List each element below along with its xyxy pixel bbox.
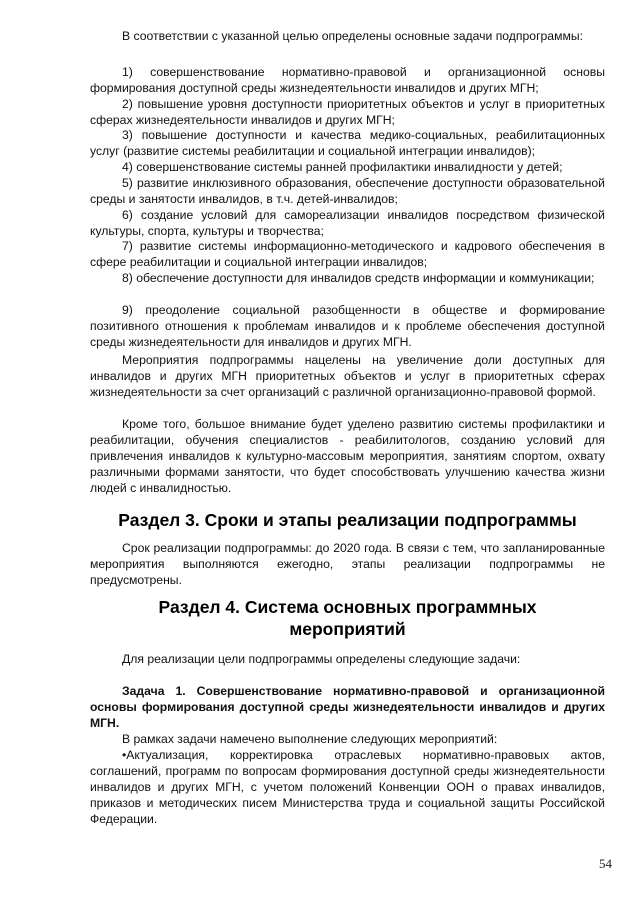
task-1-title: Задача 1. Совершенствование нормативно-правовой и организационной основы формирования доступной среды жизнедеятельности инвалидов и других МГН. — [90, 684, 605, 730]
task-item-1: 1) совершенствование нормативно-правовой и организационной основы формирования доступной среды жизнедеятельности инвалидов и других МГН; — [90, 65, 605, 95]
task-item-8: 8) обеспечение доступности для инвалидов средств информации и коммуникации; — [122, 271, 595, 285]
measures-paragraph-2: Кроме того, большое внимание будет уделено развитию системы профилактики и реабилитации, обучения специалистов - реабилитологов, созданию условий для привлечения инвалидов к культурно-массовым мероприятия, занятиям спортом, охвату различными формами занятости, что будет способствовать улучшению качества жизни людей с инвалидностью. — [90, 417, 605, 495]
task-item-5: 5) развитие инклюзивного образования, обеспечение доступности образовательной среды и занятости инвалидов, в т.ч. детей-инвалидов; — [90, 176, 605, 206]
section-4-title-line-2: мероприятий — [289, 619, 406, 639]
task-item-9: 9) преодоление социальной разобщенности в обществе и формирование позитивного отношения к проблемам инвалидов и к проблеме обеспечения доступной среды жизнедеятельности для инвалидов и других МГН. — [90, 303, 605, 349]
section-4-intro: Для реализации цели подпрограммы определены следующие задачи: — [122, 652, 521, 666]
section-3-text: Срок реализации подпрограммы: до 2020 года. В связи с тем, что запланированные мероприятия выполняются ежегодно, этапы реализации подпрограммы не предусмотрены. — [90, 541, 605, 587]
task-item-3: 3) повышение доступности и качества медико-социальных, реабилитационных услуг (развитие системы реабилитации и социальной интеграции инвалидов); — [90, 128, 605, 158]
measures-paragraph-1: Мероприятия подпрограммы нацелены на увеличение доли доступных для инвалидов и других МГН приоритетных объектов и услуг в приоритетных сферах жизнедеятельности за счет организаций с различной организационно-правовой формой. — [90, 353, 605, 399]
section-4-title-line-1: Раздел 4. Система основных программных — [158, 597, 537, 617]
task-1-lead: В рамках задачи намечено выполнение следующих мероприятий: — [122, 732, 498, 746]
section-3-title: Раздел 3. Сроки и этапы реализации подпрограммы — [118, 510, 577, 530]
task-item-2: 2) повышение уровня доступности приоритетных объектов и услуг в приоритетных сферах жизнедеятельности инвалидов и других МГН; — [90, 97, 605, 127]
task-item-6: 6) создание условий для самореализации инвалидов посредством физической культуры, спорта, культуры и творчества; — [90, 208, 605, 238]
page-number: 54 — [599, 856, 612, 871]
intro-paragraph: В соответствии с указанной целью определены основные задачи подпрограммы: — [122, 29, 583, 43]
task-item-4: 4) совершенствование системы ранней профилактики инвалидности у детей; — [122, 160, 563, 174]
task-item-7: 7) развитие системы информационно-методического и кадрового обеспечения в сфере реабилитации и социальной интеграции инвалидов; — [90, 239, 605, 269]
task-1-item: •Актуализация, корректировка отраслевых нормативно-правовых актов, соглашений, программ по вопросам формирования доступной среды жизнедеятельности инвалидов и других МГН, с учетом положений Конвенции ООН о правах инвалидов, приказов и методических писем Министерства труда и социальной защиты Российской Федерации. — [90, 748, 605, 826]
